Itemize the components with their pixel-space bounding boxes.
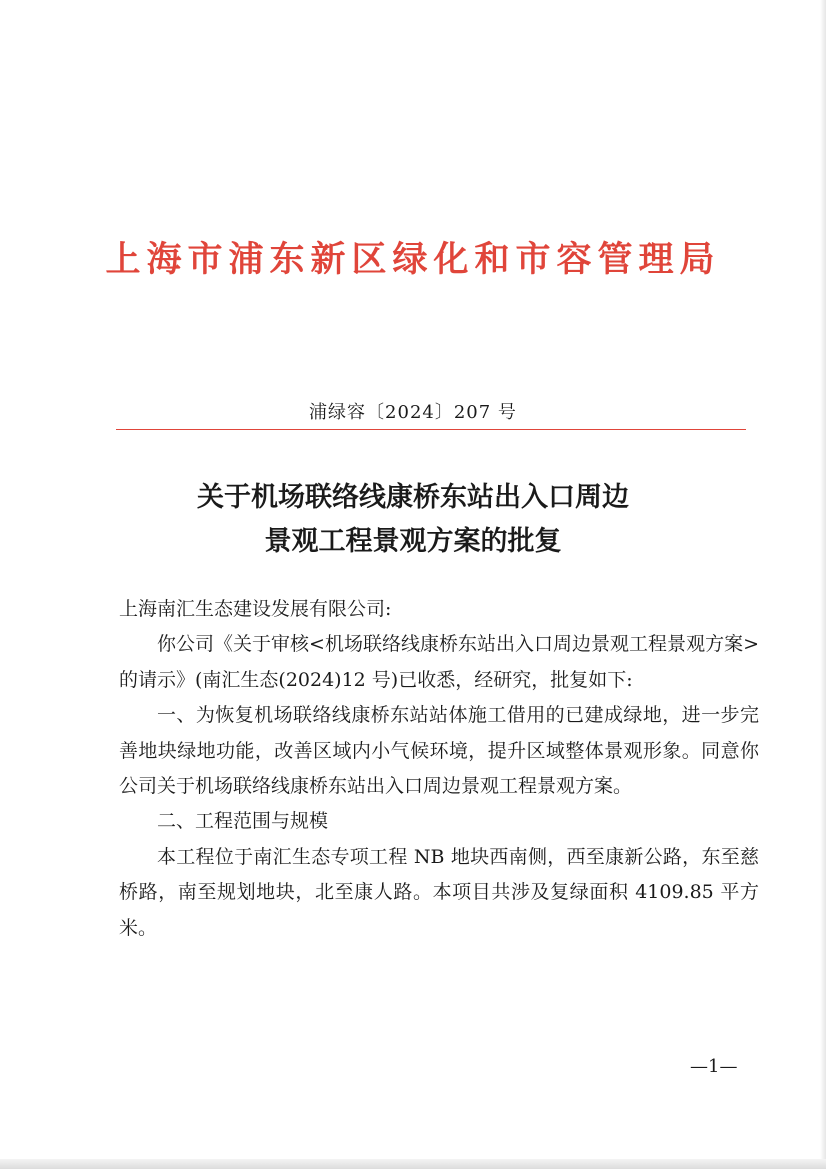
issuing-organization-header: 上海市浦东新区绿化和市容管理局 — [105, 240, 721, 280]
addressee: 上海南汇生态建设发展有限公司: — [119, 598, 392, 620]
red-separator-line — [116, 429, 746, 430]
body-paragraph: 本工程位于南汇生态专项工程 NB 地块西南侧，西至康新公路，东至慈桥路，南至规划地块，北至康人路。本项目共涉及复绿面积 4109.85 平方米。 — [119, 845, 759, 939]
document-title — [0, 476, 826, 564]
section-heading: 二、工程范围与规模 — [157, 810, 329, 833]
page-edge-shadow-bottom — [0, 1159, 826, 1169]
document-title-line-2: 景观工程景观方案的批复 — [264, 526, 562, 557]
document-number: 浦绿容〔2024〕207 号 — [309, 402, 517, 423]
document-body — [119, 592, 759, 946]
body-paragraph: 一、为恢复机场联络线康桥东站站体施工借用的已建成绿地，进一步完善地块绿地功能，改善区域内小气候环境，提升区域整体景观形象。同意你公司关于机场联络线康桥东站出入口周边景观工程景观方案。 — [119, 704, 759, 798]
page-edge-shadow-right — [820, 0, 826, 1169]
document-title-line-1: 关于机场联络线康桥东站出入口周边 — [197, 482, 629, 513]
page-number: —1— — [690, 1056, 738, 1077]
body-paragraph: 你公司《关于审核<机场联络线康桥东站出入口周边景观工程景观方案>的请示》(南汇生态(2024)12 号)已收悉，经研究，批复如下: — [119, 633, 759, 691]
